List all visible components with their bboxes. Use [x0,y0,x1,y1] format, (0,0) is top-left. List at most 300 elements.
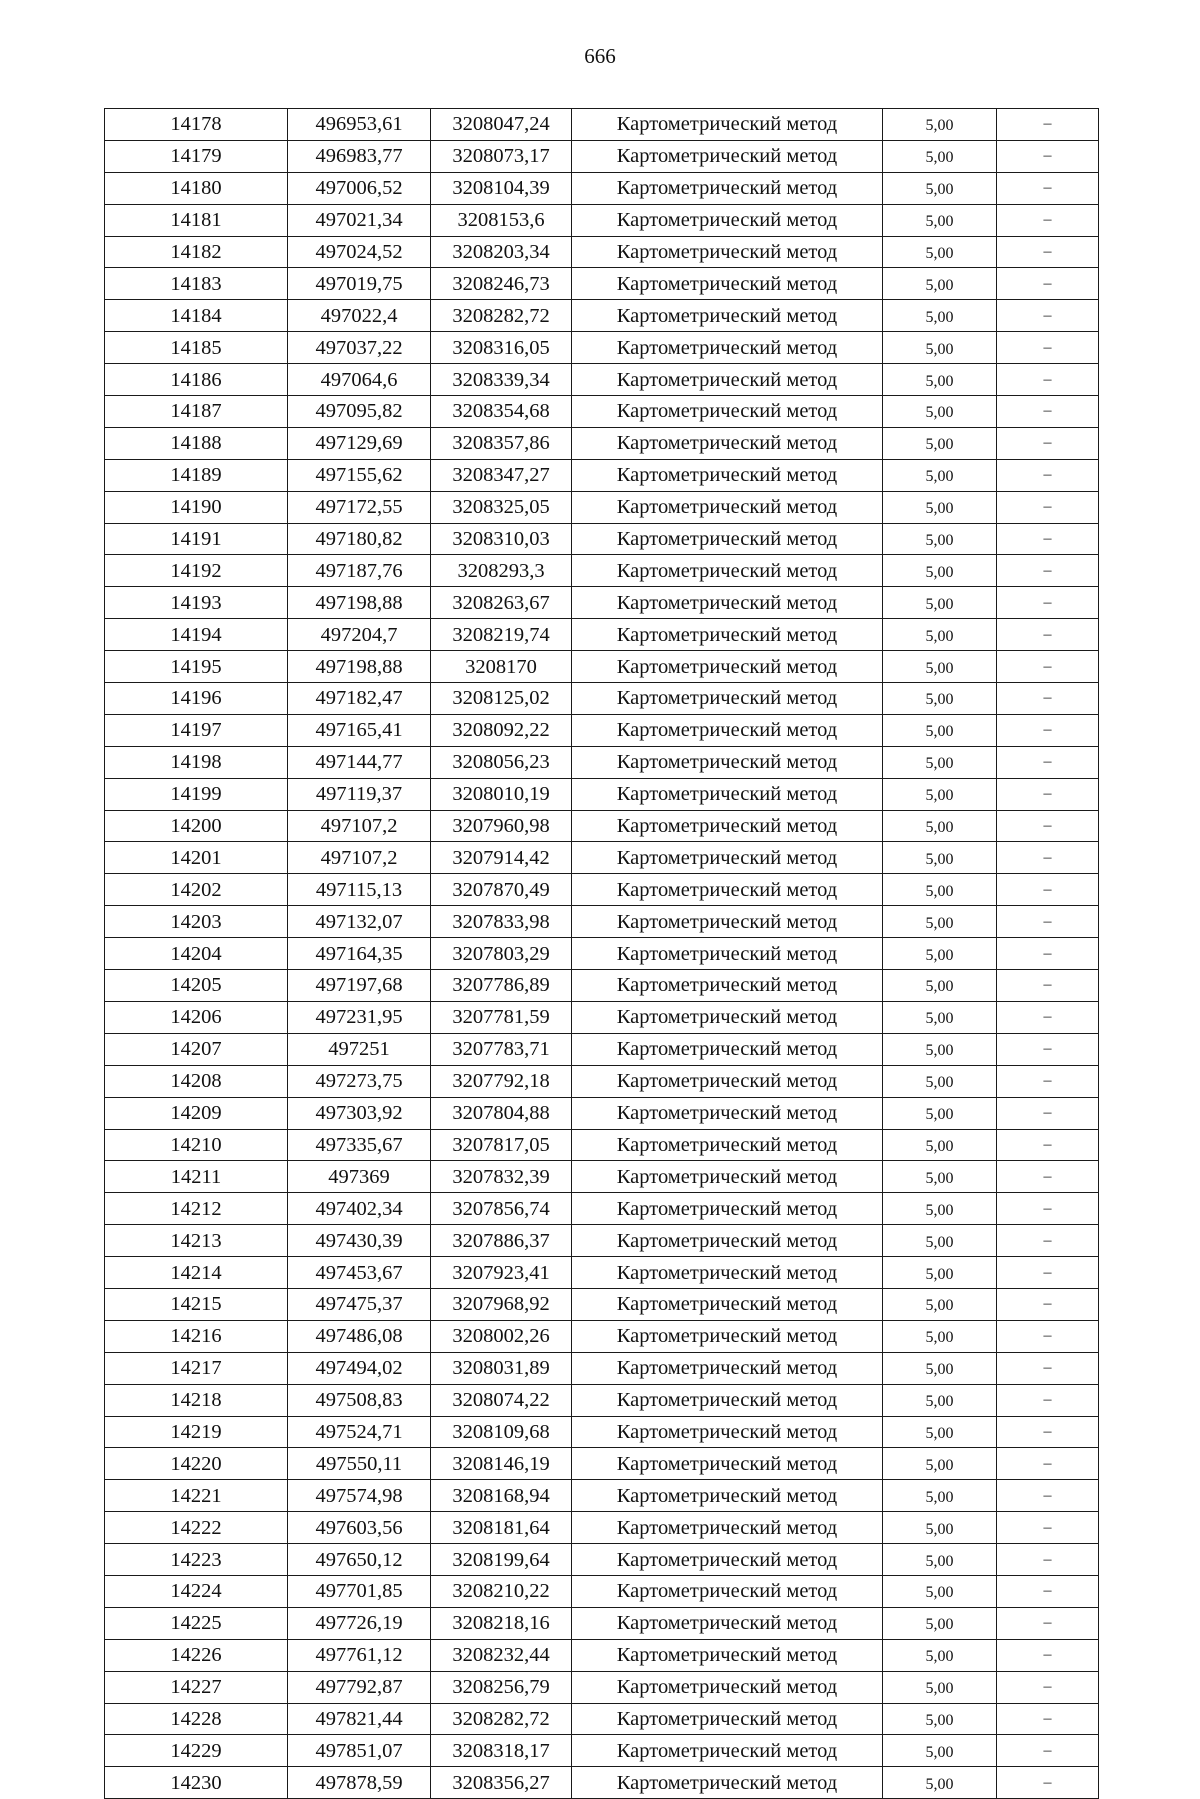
method-cell: Картометрический метод [572,874,883,906]
y-coordinate-cell: 3208153,6 [431,204,572,236]
table-row [105,1033,1099,1065]
table-row [105,1639,1099,1671]
x-coordinate-cell: 497475,37 [288,1288,431,1320]
x-coordinate-cell: 497019,75 [288,268,431,300]
y-coordinate-cell: 3207856,74 [431,1193,572,1225]
table-row [105,778,1099,810]
precision-cell: 5,00 [883,1320,997,1352]
method-cell: Картометрический метод [572,1193,883,1225]
precision-cell: 5,00 [883,1607,997,1639]
point-number-cell: 14216 [105,1320,288,1352]
description-cell: – [997,1767,1099,1799]
description-cell: – [997,1416,1099,1448]
precision-cell: 5,00 [883,842,997,874]
precision-cell: 5,00 [883,491,997,523]
y-coordinate-cell: 3208199,64 [431,1544,572,1576]
y-coordinate-cell: 3208047,24 [431,109,572,141]
table-row [105,651,1099,683]
precision-cell: 5,00 [883,396,997,428]
precision-cell: 5,00 [883,1480,997,1512]
x-coordinate-cell: 497107,2 [288,810,431,842]
description-cell: – [997,683,1099,715]
precision-cell: 5,00 [883,1001,997,1033]
description-cell: – [997,491,1099,523]
precision-cell: 5,00 [883,268,997,300]
x-coordinate-cell: 497701,85 [288,1575,431,1607]
x-coordinate-cell: 497851,07 [288,1735,431,1767]
table-row [105,555,1099,587]
point-number-cell: 14229 [105,1735,288,1767]
precision-cell: 5,00 [883,459,997,491]
point-number-cell: 14202 [105,874,288,906]
y-coordinate-cell: 3208246,73 [431,268,572,300]
precision-cell: 5,00 [883,1448,997,1480]
method-cell: Картометрический метод [572,364,883,396]
y-coordinate-cell: 3208339,34 [431,364,572,396]
y-coordinate-cell: 3208310,03 [431,523,572,555]
point-number-cell: 14214 [105,1257,288,1289]
point-number-cell: 14223 [105,1544,288,1576]
precision-cell: 5,00 [883,970,997,1002]
method-cell: Картометрический метод [572,778,883,810]
y-coordinate-cell: 3207781,59 [431,1001,572,1033]
description-cell: – [997,587,1099,619]
x-coordinate-cell: 497164,35 [288,938,431,970]
description-cell: – [997,1735,1099,1767]
x-coordinate-cell: 497115,13 [288,874,431,906]
description-cell: – [997,619,1099,651]
precision-cell: 5,00 [883,236,997,268]
y-coordinate-cell: 3208263,67 [431,587,572,619]
y-coordinate-cell: 3208347,27 [431,459,572,491]
table-row [105,1703,1099,1735]
point-number-cell: 14184 [105,300,288,332]
precision-cell: 5,00 [883,300,997,332]
y-coordinate-cell: 3208282,72 [431,1703,572,1735]
x-coordinate-cell: 497303,92 [288,1097,431,1129]
precision-cell: 5,00 [883,140,997,172]
y-coordinate-cell: 3207792,18 [431,1065,572,1097]
x-coordinate-cell: 497508,83 [288,1384,431,1416]
table-row [105,109,1099,141]
table-row [105,874,1099,906]
point-number-cell: 14224 [105,1575,288,1607]
point-number-cell: 14187 [105,396,288,428]
x-coordinate-cell: 497603,56 [288,1512,431,1544]
description-cell: – [997,1033,1099,1065]
precision-cell: 5,00 [883,1033,997,1065]
y-coordinate-cell: 3207923,41 [431,1257,572,1289]
precision-cell: 5,00 [883,810,997,842]
method-cell: Картометрический метод [572,1448,883,1480]
x-coordinate-cell: 497550,11 [288,1448,431,1480]
point-number-cell: 14210 [105,1129,288,1161]
precision-cell: 5,00 [883,204,997,236]
method-cell: Картометрический метод [572,236,883,268]
table-row [105,714,1099,746]
method-cell: Картометрический метод [572,1001,883,1033]
x-coordinate-cell: 497792,87 [288,1671,431,1703]
precision-cell: 5,00 [883,683,997,715]
precision-cell: 5,00 [883,938,997,970]
table-row [105,810,1099,842]
precision-cell: 5,00 [883,364,997,396]
table-row [105,268,1099,300]
precision-cell: 5,00 [883,332,997,364]
table-row [105,1512,1099,1544]
point-number-cell: 14230 [105,1767,288,1799]
precision-cell: 5,00 [883,778,997,810]
point-number-cell: 14218 [105,1384,288,1416]
precision-cell: 5,00 [883,1512,997,1544]
description-cell: – [997,1288,1099,1320]
table-row [105,1257,1099,1289]
table-row [105,1193,1099,1225]
precision-cell: 5,00 [883,1225,997,1257]
table-row [105,300,1099,332]
description-cell: – [997,1065,1099,1097]
x-coordinate-cell: 497726,19 [288,1607,431,1639]
precision-cell: 5,00 [883,1288,997,1320]
description-cell: – [997,842,1099,874]
point-number-cell: 14193 [105,587,288,619]
precision-cell: 5,00 [883,714,997,746]
description-cell: – [997,906,1099,938]
table-row [105,364,1099,396]
table-row [105,172,1099,204]
precision-cell: 5,00 [883,746,997,778]
description-cell: – [997,1671,1099,1703]
description-cell: – [997,396,1099,428]
description-cell: – [997,1575,1099,1607]
table-row [105,1767,1099,1799]
x-coordinate-cell: 497187,76 [288,555,431,587]
point-number-cell: 14201 [105,842,288,874]
point-number-cell: 14188 [105,427,288,459]
point-number-cell: 14220 [105,1448,288,1480]
method-cell: Картометрический метод [572,332,883,364]
precision-cell: 5,00 [883,1671,997,1703]
description-cell: – [997,1384,1099,1416]
point-number-cell: 14206 [105,1001,288,1033]
point-number-cell: 14215 [105,1288,288,1320]
method-cell: Картометрический метод [572,140,883,172]
description-cell: – [997,364,1099,396]
table-row [105,1607,1099,1639]
y-coordinate-cell: 3207783,71 [431,1033,572,1065]
x-coordinate-cell: 497197,68 [288,970,431,1002]
table-row [105,1448,1099,1480]
method-cell: Картометрический метод [572,810,883,842]
point-number-cell: 14212 [105,1193,288,1225]
precision-cell: 5,00 [883,1097,997,1129]
x-coordinate-cell: 497006,52 [288,172,431,204]
table-row [105,1352,1099,1384]
description-cell: – [997,427,1099,459]
y-coordinate-cell: 3208074,22 [431,1384,572,1416]
table-row [105,1671,1099,1703]
table-row [105,1225,1099,1257]
precision-cell: 5,00 [883,1703,997,1735]
y-coordinate-cell: 3208256,79 [431,1671,572,1703]
point-number-cell: 14225 [105,1607,288,1639]
point-number-cell: 14197 [105,714,288,746]
description-cell: – [997,1512,1099,1544]
precision-cell: 5,00 [883,1384,997,1416]
point-number-cell: 14209 [105,1097,288,1129]
description-cell: – [997,970,1099,1002]
y-coordinate-cell: 3207804,88 [431,1097,572,1129]
table-row [105,491,1099,523]
point-number-cell: 14217 [105,1352,288,1384]
method-cell: Картометрический метод [572,427,883,459]
method-cell: Картометрический метод [572,1225,883,1257]
x-coordinate-cell: 497022,4 [288,300,431,332]
precision-cell: 5,00 [883,172,997,204]
method-cell: Картометрический метод [572,1033,883,1065]
method-cell: Картометрический метод [572,523,883,555]
description-cell: – [997,332,1099,364]
point-number-cell: 14195 [105,651,288,683]
point-number-cell: 14191 [105,523,288,555]
y-coordinate-cell: 3208168,94 [431,1480,572,1512]
method-cell: Картометрический метод [572,555,883,587]
y-coordinate-cell: 3207817,05 [431,1129,572,1161]
precision-cell: 5,00 [883,874,997,906]
table-row [105,1575,1099,1607]
y-coordinate-cell: 3207886,37 [431,1225,572,1257]
y-coordinate-cell: 3208232,44 [431,1639,572,1671]
table-row [105,842,1099,874]
precision-cell: 5,00 [883,109,997,141]
point-number-cell: 14204 [105,938,288,970]
precision-cell: 5,00 [883,1735,997,1767]
x-coordinate-cell: 497402,34 [288,1193,431,1225]
x-coordinate-cell: 497021,34 [288,204,431,236]
description-cell: – [997,714,1099,746]
y-coordinate-cell: 3208318,17 [431,1735,572,1767]
point-number-cell: 14182 [105,236,288,268]
table-row [105,1001,1099,1033]
point-number-cell: 14196 [105,683,288,715]
y-coordinate-cell: 3208010,19 [431,778,572,810]
point-number-cell: 14222 [105,1512,288,1544]
y-coordinate-cell: 3208218,16 [431,1607,572,1639]
table-row [105,1735,1099,1767]
x-coordinate-cell: 497107,2 [288,842,431,874]
table-row [105,970,1099,1002]
method-cell: Картометрический метод [572,970,883,1002]
precision-cell: 5,00 [883,1193,997,1225]
y-coordinate-cell: 3208282,72 [431,300,572,332]
y-coordinate-cell: 3208109,68 [431,1416,572,1448]
x-coordinate-cell: 497821,44 [288,1703,431,1735]
y-coordinate-cell: 3208104,39 [431,172,572,204]
method-cell: Картометрический метод [572,1257,883,1289]
method-cell: Картометрический метод [572,300,883,332]
x-coordinate-cell: 496953,61 [288,109,431,141]
method-cell: Картометрический метод [572,1480,883,1512]
description-cell: – [997,1448,1099,1480]
y-coordinate-cell: 3208181,64 [431,1512,572,1544]
precision-cell: 5,00 [883,1767,997,1799]
x-coordinate-cell: 497204,7 [288,619,431,651]
x-coordinate-cell: 497878,59 [288,1767,431,1799]
y-coordinate-cell: 3208031,89 [431,1352,572,1384]
table-row [105,1161,1099,1193]
point-number-cell: 14208 [105,1065,288,1097]
y-coordinate-cell: 3207803,29 [431,938,572,970]
x-coordinate-cell: 497119,37 [288,778,431,810]
x-coordinate-cell: 497761,12 [288,1639,431,1671]
x-coordinate-cell: 497231,95 [288,1001,431,1033]
y-coordinate-cell: 3208092,22 [431,714,572,746]
precision-cell: 5,00 [883,1544,997,1576]
x-coordinate-cell: 497430,39 [288,1225,431,1257]
y-coordinate-cell: 3208056,23 [431,746,572,778]
method-cell: Картометрический метод [572,587,883,619]
precision-cell: 5,00 [883,906,997,938]
description-cell: – [997,1097,1099,1129]
table-row [105,396,1099,428]
description-cell: – [997,1703,1099,1735]
description-cell: – [997,746,1099,778]
description-cell: – [997,204,1099,236]
y-coordinate-cell: 3207833,98 [431,906,572,938]
x-coordinate-cell: 497155,62 [288,459,431,491]
method-cell: Картометрический метод [572,1767,883,1799]
point-number-cell: 14211 [105,1161,288,1193]
x-coordinate-cell: 497335,67 [288,1129,431,1161]
x-coordinate-cell: 497132,07 [288,906,431,938]
x-coordinate-cell: 497273,75 [288,1065,431,1097]
point-number-cell: 14181 [105,204,288,236]
precision-cell: 5,00 [883,587,997,619]
table-row [105,746,1099,778]
y-coordinate-cell: 3207914,42 [431,842,572,874]
precision-cell: 5,00 [883,1129,997,1161]
point-number-cell: 14190 [105,491,288,523]
precision-cell: 5,00 [883,523,997,555]
method-cell: Картометрический метод [572,459,883,491]
precision-cell: 5,00 [883,427,997,459]
description-cell: – [997,268,1099,300]
table-row [105,1097,1099,1129]
description-cell: – [997,651,1099,683]
table-row [105,1065,1099,1097]
method-cell: Картометрический метод [572,1703,883,1735]
description-cell: – [997,140,1099,172]
y-coordinate-cell: 3208357,86 [431,427,572,459]
description-cell: – [997,1257,1099,1289]
table-row [105,619,1099,651]
table-row [105,459,1099,491]
point-number-cell: 14221 [105,1480,288,1512]
method-cell: Картометрический метод [572,619,883,651]
precision-cell: 5,00 [883,1257,997,1289]
method-cell: Картометрический метод [572,906,883,938]
y-coordinate-cell: 3208203,34 [431,236,572,268]
method-cell: Картометрический метод [572,1575,883,1607]
description-cell: – [997,938,1099,970]
point-number-cell: 14207 [105,1033,288,1065]
x-coordinate-cell: 497524,71 [288,1416,431,1448]
table-row [105,1416,1099,1448]
method-cell: Картометрический метод [572,268,883,300]
table-row [105,906,1099,938]
description-cell: – [997,236,1099,268]
y-coordinate-cell: 3208219,74 [431,619,572,651]
x-coordinate-cell: 497129,69 [288,427,431,459]
method-cell: Картометрический метод [572,842,883,874]
y-coordinate-cell: 3207786,89 [431,970,572,1002]
x-coordinate-cell: 497198,88 [288,587,431,619]
precision-cell: 5,00 [883,1352,997,1384]
point-number-cell: 14227 [105,1671,288,1703]
x-coordinate-cell: 497453,67 [288,1257,431,1289]
coordinates-table [104,108,1099,1799]
description-cell: – [997,1639,1099,1671]
table-row [105,140,1099,172]
method-cell: Картометрический метод [572,1544,883,1576]
point-number-cell: 14219 [105,1416,288,1448]
description-cell: – [997,778,1099,810]
method-cell: Картометрический метод [572,491,883,523]
y-coordinate-cell: 3208073,17 [431,140,572,172]
y-coordinate-cell: 3207870,49 [431,874,572,906]
x-coordinate-cell: 497369 [288,1161,431,1193]
method-cell: Картометрический метод [572,1735,883,1767]
method-cell: Картометрический метод [572,1065,883,1097]
point-number-cell: 14179 [105,140,288,172]
method-cell: Картометрический метод [572,172,883,204]
x-coordinate-cell: 497165,41 [288,714,431,746]
x-coordinate-cell: 497144,77 [288,746,431,778]
y-coordinate-cell: 3208356,27 [431,1767,572,1799]
y-coordinate-cell: 3208293,3 [431,555,572,587]
point-number-cell: 14228 [105,1703,288,1735]
point-number-cell: 14186 [105,364,288,396]
point-number-cell: 14205 [105,970,288,1002]
y-coordinate-cell: 3207968,92 [431,1288,572,1320]
method-cell: Картометрический метод [572,204,883,236]
precision-cell: 5,00 [883,619,997,651]
y-coordinate-cell: 3207832,39 [431,1161,572,1193]
y-coordinate-cell: 3207960,98 [431,810,572,842]
point-number-cell: 14200 [105,810,288,842]
x-coordinate-cell: 497198,88 [288,651,431,683]
precision-cell: 5,00 [883,1416,997,1448]
x-coordinate-cell: 497182,47 [288,683,431,715]
point-number-cell: 14183 [105,268,288,300]
y-coordinate-cell: 3208125,02 [431,683,572,715]
method-cell: Картометрический метод [572,746,883,778]
coordinates-table-body [105,109,1099,1799]
point-number-cell: 14226 [105,1639,288,1671]
point-number-cell: 14192 [105,555,288,587]
description-cell: – [997,1001,1099,1033]
point-number-cell: 14198 [105,746,288,778]
table-row [105,1384,1099,1416]
precision-cell: 5,00 [883,1575,997,1607]
description-cell: – [997,874,1099,906]
y-coordinate-cell: 3208002,26 [431,1320,572,1352]
description-cell: – [997,1129,1099,1161]
x-coordinate-cell: 497486,08 [288,1320,431,1352]
table-row [105,587,1099,619]
table-row [105,1129,1099,1161]
point-number-cell: 14199 [105,778,288,810]
